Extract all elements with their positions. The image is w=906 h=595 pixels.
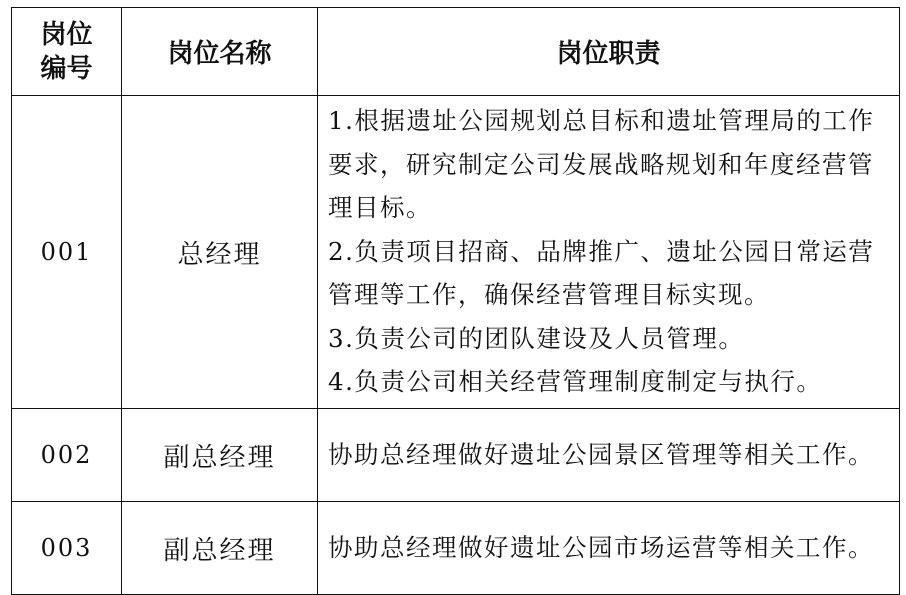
header-position-code [12, 8, 122, 96]
position-code-cell: 003 [12, 502, 122, 595]
header-code-line2: 编号 [40, 53, 93, 84]
header-position-duty: 岗位职责 [318, 8, 900, 96]
header-code-line1: 岗位 [40, 19, 93, 50]
position-duty-cell [318, 409, 900, 502]
table-header-row [12, 8, 900, 96]
position-code-cell: 002 [12, 409, 122, 502]
position-table [11, 7, 900, 595]
document-page [11, 7, 899, 595]
position-code-cell: 001 [12, 96, 122, 409]
position-name-cell: 副总经理 [122, 409, 318, 502]
table-row [12, 502, 900, 595]
duty-item: 4.负责公司相关经营管理制度制定与执行。 [328, 367, 823, 397]
duty-item: 1.根据遗址公园规划总目标和遗址管理局的工作要求，研究制定公司发展战略规划和年度经营管理目标。 [328, 105, 875, 223]
position-name-cell: 副总经理 [122, 502, 318, 595]
duty-item: 2.负责项目招商、品牌推广、遗址公园日常运营管理等工作，确保经营管理目标实现。 [328, 236, 875, 310]
header-position-name: 岗位名称 [122, 8, 318, 96]
duty-item: 协助总经理做好遗址公园景区管理等相关工作。 [328, 439, 874, 469]
duty-item: 3.负责公司的团队建设及人员管理。 [328, 323, 745, 353]
position-name-cell: 总经理 [122, 96, 318, 409]
position-duty-cell [318, 502, 900, 595]
table-row [12, 96, 900, 409]
duty-item: 协助总经理做好遗址公园市场运营等相关工作。 [328, 532, 874, 562]
table-row [12, 409, 900, 502]
position-duty-cell [318, 96, 900, 409]
